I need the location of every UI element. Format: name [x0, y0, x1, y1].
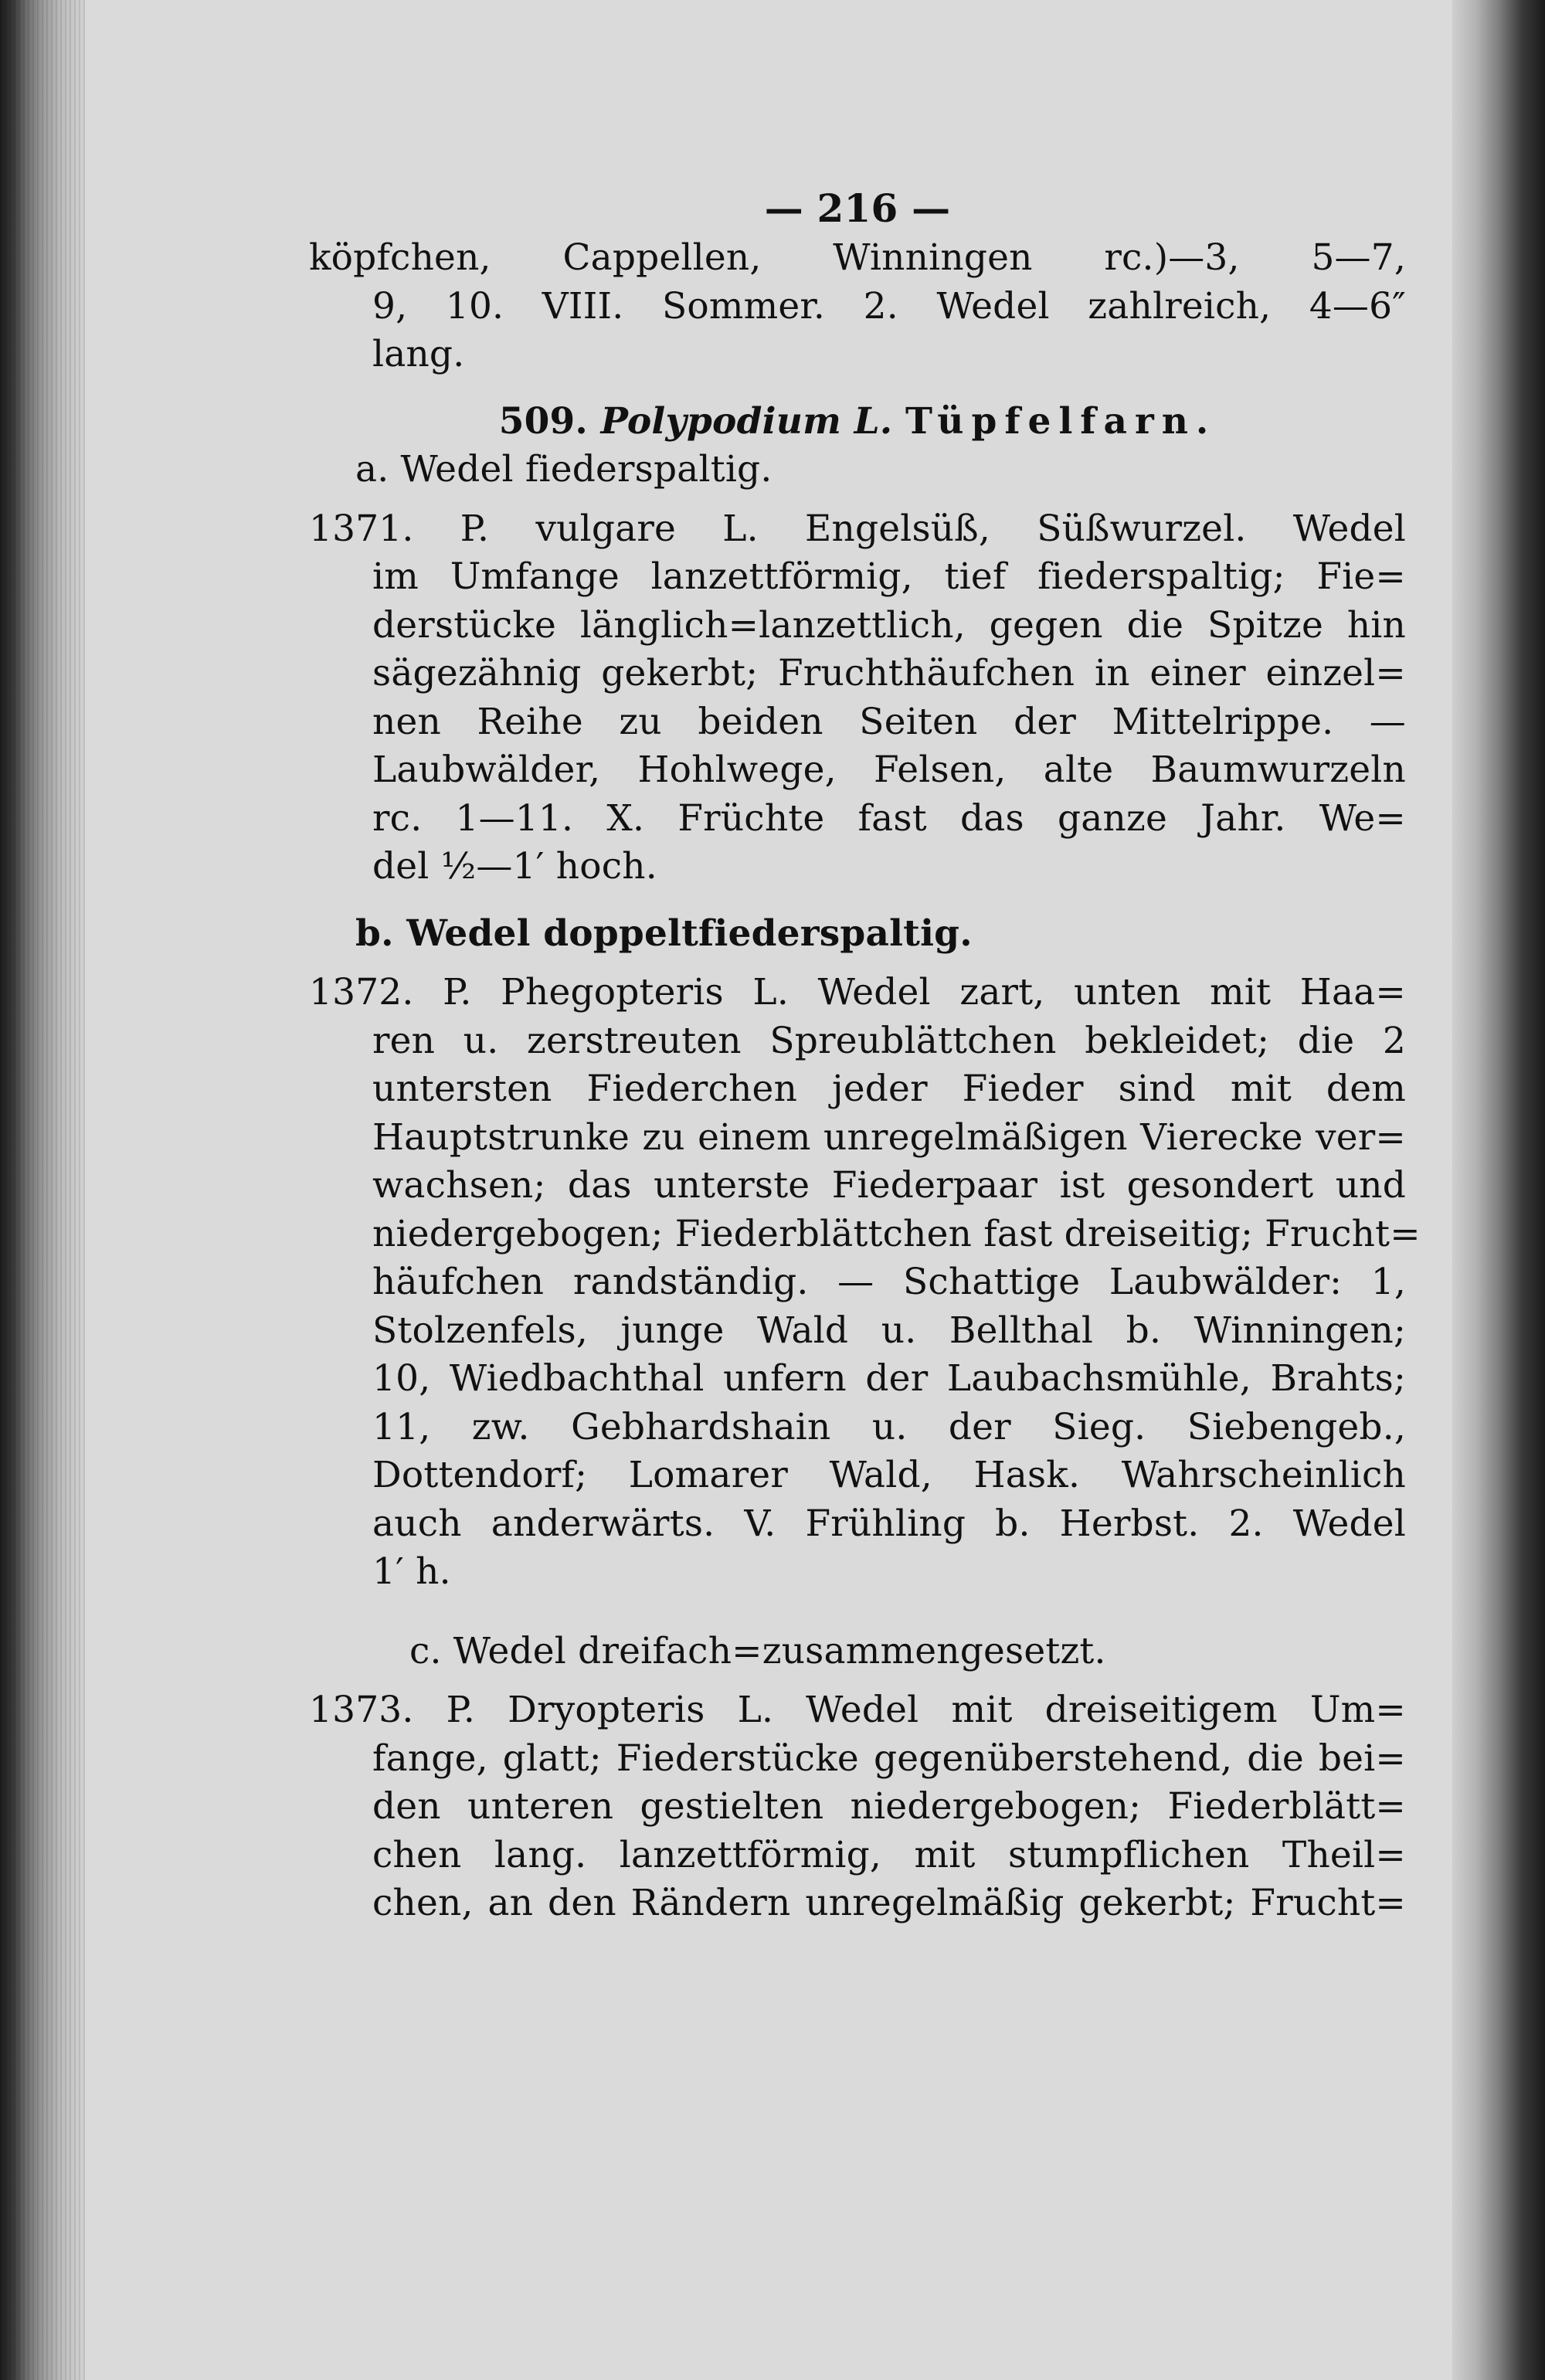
entry-1372-line: wachsen; das unterste Fiederpaar ist gesondert und — [372, 1164, 1406, 1207]
entry-1373-line: chen, an den Rändern unregelmäßig gekerbt; Frucht= — [372, 1882, 1406, 1924]
genus-heading — [309, 398, 1406, 446]
entry-1372-line: Dottendorf; Lomarer Wald, Hask. Wahrscheinlich — [372, 1454, 1406, 1496]
entry-1371-line: derstücke länglich=lanzettlich, gegen die Spitze hin — [372, 603, 1406, 647]
book-spine-gutter — [1452, 0, 1545, 2380]
entry-1372-line: 11, zw. Gebhardshain u. der Sieg. Siebengeb., — [372, 1405, 1406, 1448]
entry-1372-line: 1372. P. Phegopteris L. Wedel zart, unten mit Haa= — [309, 971, 1406, 1013]
text-line: köpfchen, Cappellen, Winningen rc.)—3, 5—7, — [309, 236, 1406, 279]
entry-1373-line: den unteren gestielten niedergebogen; Fiederblätt= — [372, 1785, 1406, 1828]
genus-number: 509. — [498, 399, 588, 443]
left-page-edges — [0, 0, 85, 2380]
entry-1372-line: 1′ h. — [372, 1550, 451, 1593]
entry-1372-line: ren u. zerstreuten Spreublättchen bekleidet; die 2 — [372, 1019, 1406, 1062]
entry-1371-line: im Umfange lanzettförmig, tief fiederspaltig; Fie= — [372, 555, 1406, 598]
entry-1373-line: chen lang. lanzettförmig, mit stumpflichen Theil= — [372, 1833, 1406, 1876]
entry-1371-line: 1371. P. vulgare L. Engelsüß, Süßwurzel. Wedel — [309, 507, 1406, 550]
entry-1371-line: sägezähnig gekerbt; Fruchthäufchen in einer einzel= — [372, 652, 1406, 694]
section-label-b: b. Wedel doppeltfiederspaltig. — [355, 912, 973, 955]
entry-1373-line: 1373. P. Dryopteris L. Wedel mit dreiseitigem Um= — [309, 1689, 1406, 1731]
entry-1371-line: del ½—1′ hoch. — [372, 845, 657, 888]
page-text-block — [309, 166, 1421, 1928]
entry-1371-line: rc. 1—11. X. Früchte fast das ganze Jahr. We= — [372, 796, 1406, 840]
entry-1372-line: Stolzenfels, junge Wald u. Bellthal b. Winningen; — [372, 1309, 1406, 1352]
entry-1372-line: häufchen randständig. — Schattige Laubwälder: 1, — [372, 1261, 1406, 1303]
entry-1372-line: Hauptstrunke zu einem unregelmäßigen Vierecke ver= — [372, 1115, 1406, 1159]
entry-1373-line: fange, glatt; Fiederstücke gegenüberstehend, die bei= — [372, 1737, 1406, 1780]
genus-name: Polypodium L. — [600, 399, 893, 443]
entry-1372-line: untersten Fiederchen jeder Fieder sind mit dem — [372, 1068, 1406, 1110]
text-line: lang. — [372, 333, 465, 375]
entry-1371-line: nen Reihe zu beiden Seiten der Mittelrippe. — — [372, 700, 1406, 743]
section-label-a: a. Wedel fiederspaltig. — [355, 448, 772, 491]
text-line: 9, 10. VIII. Sommer. 2. Wedel zahlreich, 4—6″ — [372, 284, 1406, 328]
section-label-c: c. Wedel dreifach=zusammengesetzt. — [409, 1629, 1106, 1672]
entry-1372-line: auch anderwärts. V. Frühling b. Herbst. 2. Wedel — [372, 1502, 1406, 1545]
page-number: — 216 — — [764, 185, 951, 231]
entry-1372-line: 10, Wiedbachthal unfern der Laubachsmühle, Brahts; — [372, 1357, 1406, 1400]
genus-common-name: Tüpfelfarn. — [905, 399, 1217, 443]
entry-1371-line: Laubwälder, Hohlwege, Felsen, alte Baumwurzeln — [372, 749, 1406, 791]
entry-1372-line: niedergebogen; Fiederblättchen fast dreiseitig; Frucht= — [372, 1212, 1421, 1255]
